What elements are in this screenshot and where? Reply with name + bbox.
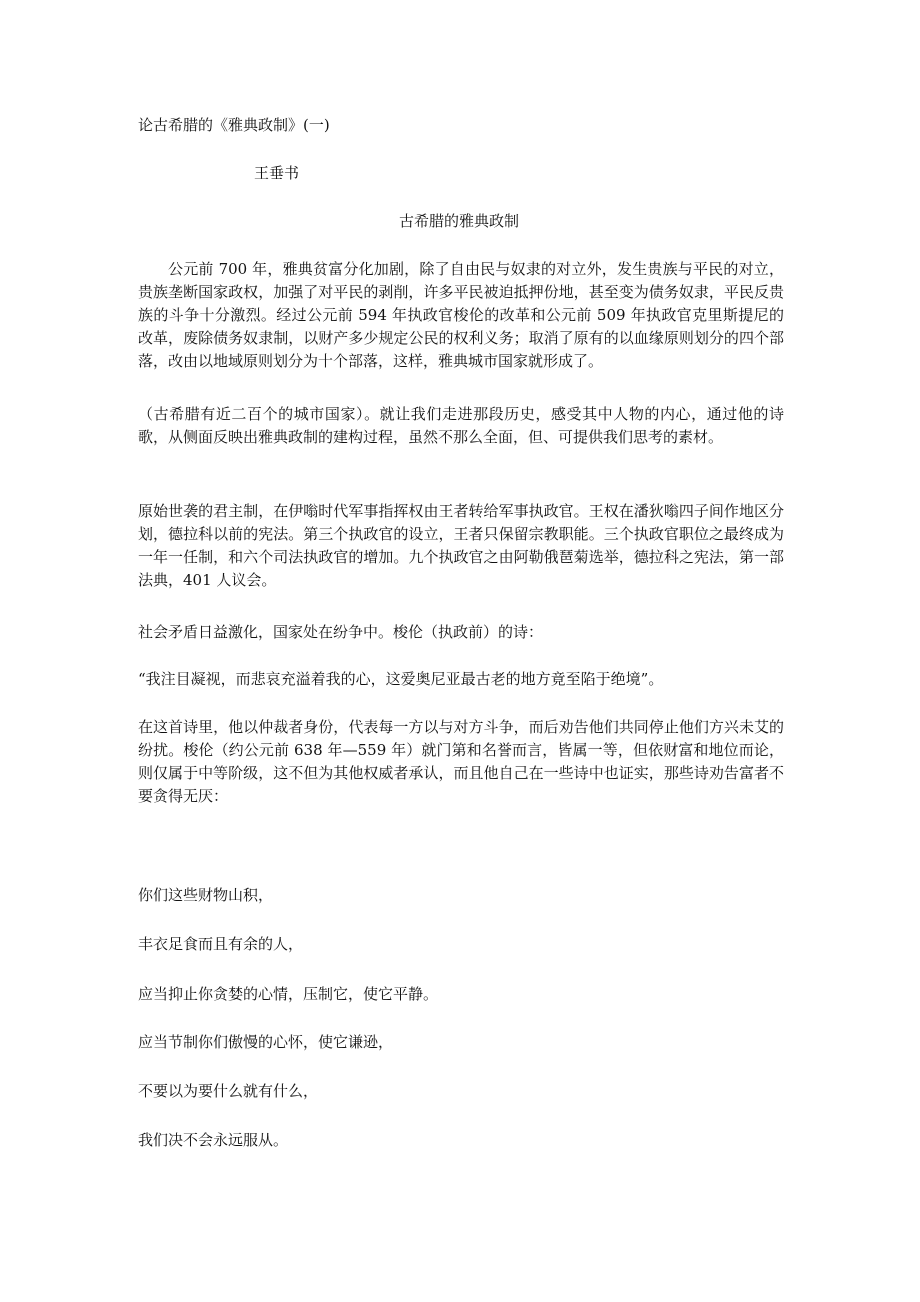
poem-line: 你们这些财物山积，	[138, 886, 274, 904]
section-title: 古希腊的雅典政制	[399, 212, 520, 230]
poem-line: 我们决不会永远服从。	[138, 1131, 289, 1149]
poem-line: 应当抑止你贪婪的心情，压制它，使它平静。	[138, 985, 439, 1003]
paragraph-solon-arbiter: 在这首诗里，他以仲裁者身份，代表每一方以与对方斗争，而后劝告他们共同停止他们方兴未艾的纷扰。梭伦（约公元前 638 年—559 年）就门第和名誉而言，皆属一等，但依财富和地位而论，则仅属于中等阶级，这不但为其他权威者承认，而且他自己在一些诗中也证实，那些诗劝告富者不要贪得无厌：	[138, 718, 784, 805]
solon-quote: “我注目凝视，而悲哀充溢着我的心，这爱奥尼亚最古老的地方竟至陷于绝境”。	[138, 670, 664, 688]
paragraph-city-states: （古希腊有近二百个的城市国家）。就让我们走进那段历史，感受其中人物的内心，通过他的诗歌，从侧面反映出雅典政制的建构过程，虽然不那么全面，但、可提供我们思考的素材。	[138, 405, 784, 446]
paragraph-monarchy: 原始世袭的君主制，在伊嗡时代军事指挥权由王者转给军事执政官。王权在潘狄嗡四子间作地区分划，德拉科以前的宪法。第三个执政官的设立，王者只保留宗教职能。三个执政官职位之最终成为一年一任制，和六个司法执政官的增加。九个执政官之由阿勒俄琶菊选举，德拉科之宪法，第一部法典，401 人议会。	[138, 502, 784, 589]
author-name: 王垂书	[254, 164, 300, 182]
paragraph-social-conflict: 社会矛盾日益激化，国家处在纷争中。梭伦（执政前）的诗：	[138, 623, 544, 641]
poem-line: 丰衣足食而且有余的人，	[138, 935, 304, 953]
document-header-title: 论古希腊的《雅典政制》(一)	[138, 116, 330, 134]
poem-line: 不要以为要什么就有什么，	[138, 1082, 319, 1100]
poem-line: 应当节制你们傲慢的心怀，使它谦逊，	[138, 1033, 394, 1051]
paragraph-history-intro: 公元前 700 年，雅典贫富分化加剧，除了自由民与奴隶的对立外，发生贵族与平民的对立，贵族垄断国家政权，加强了对平民的剥削，许多平民被迫抵押份地，甚至变为债务奴隶，平民反贵族的斗争十分激烈。经过公元前 594 年执政官梭伦的改革和公元前 509 年执政官克里斯提尼的改革，废除债务奴隶制，以财产多少规定公民的权利义务；取消了原有的以血缘原则划分的四个部落，改由以地域原则划分为十个部落，这样，雅典城市国家就形成了。	[138, 260, 784, 370]
